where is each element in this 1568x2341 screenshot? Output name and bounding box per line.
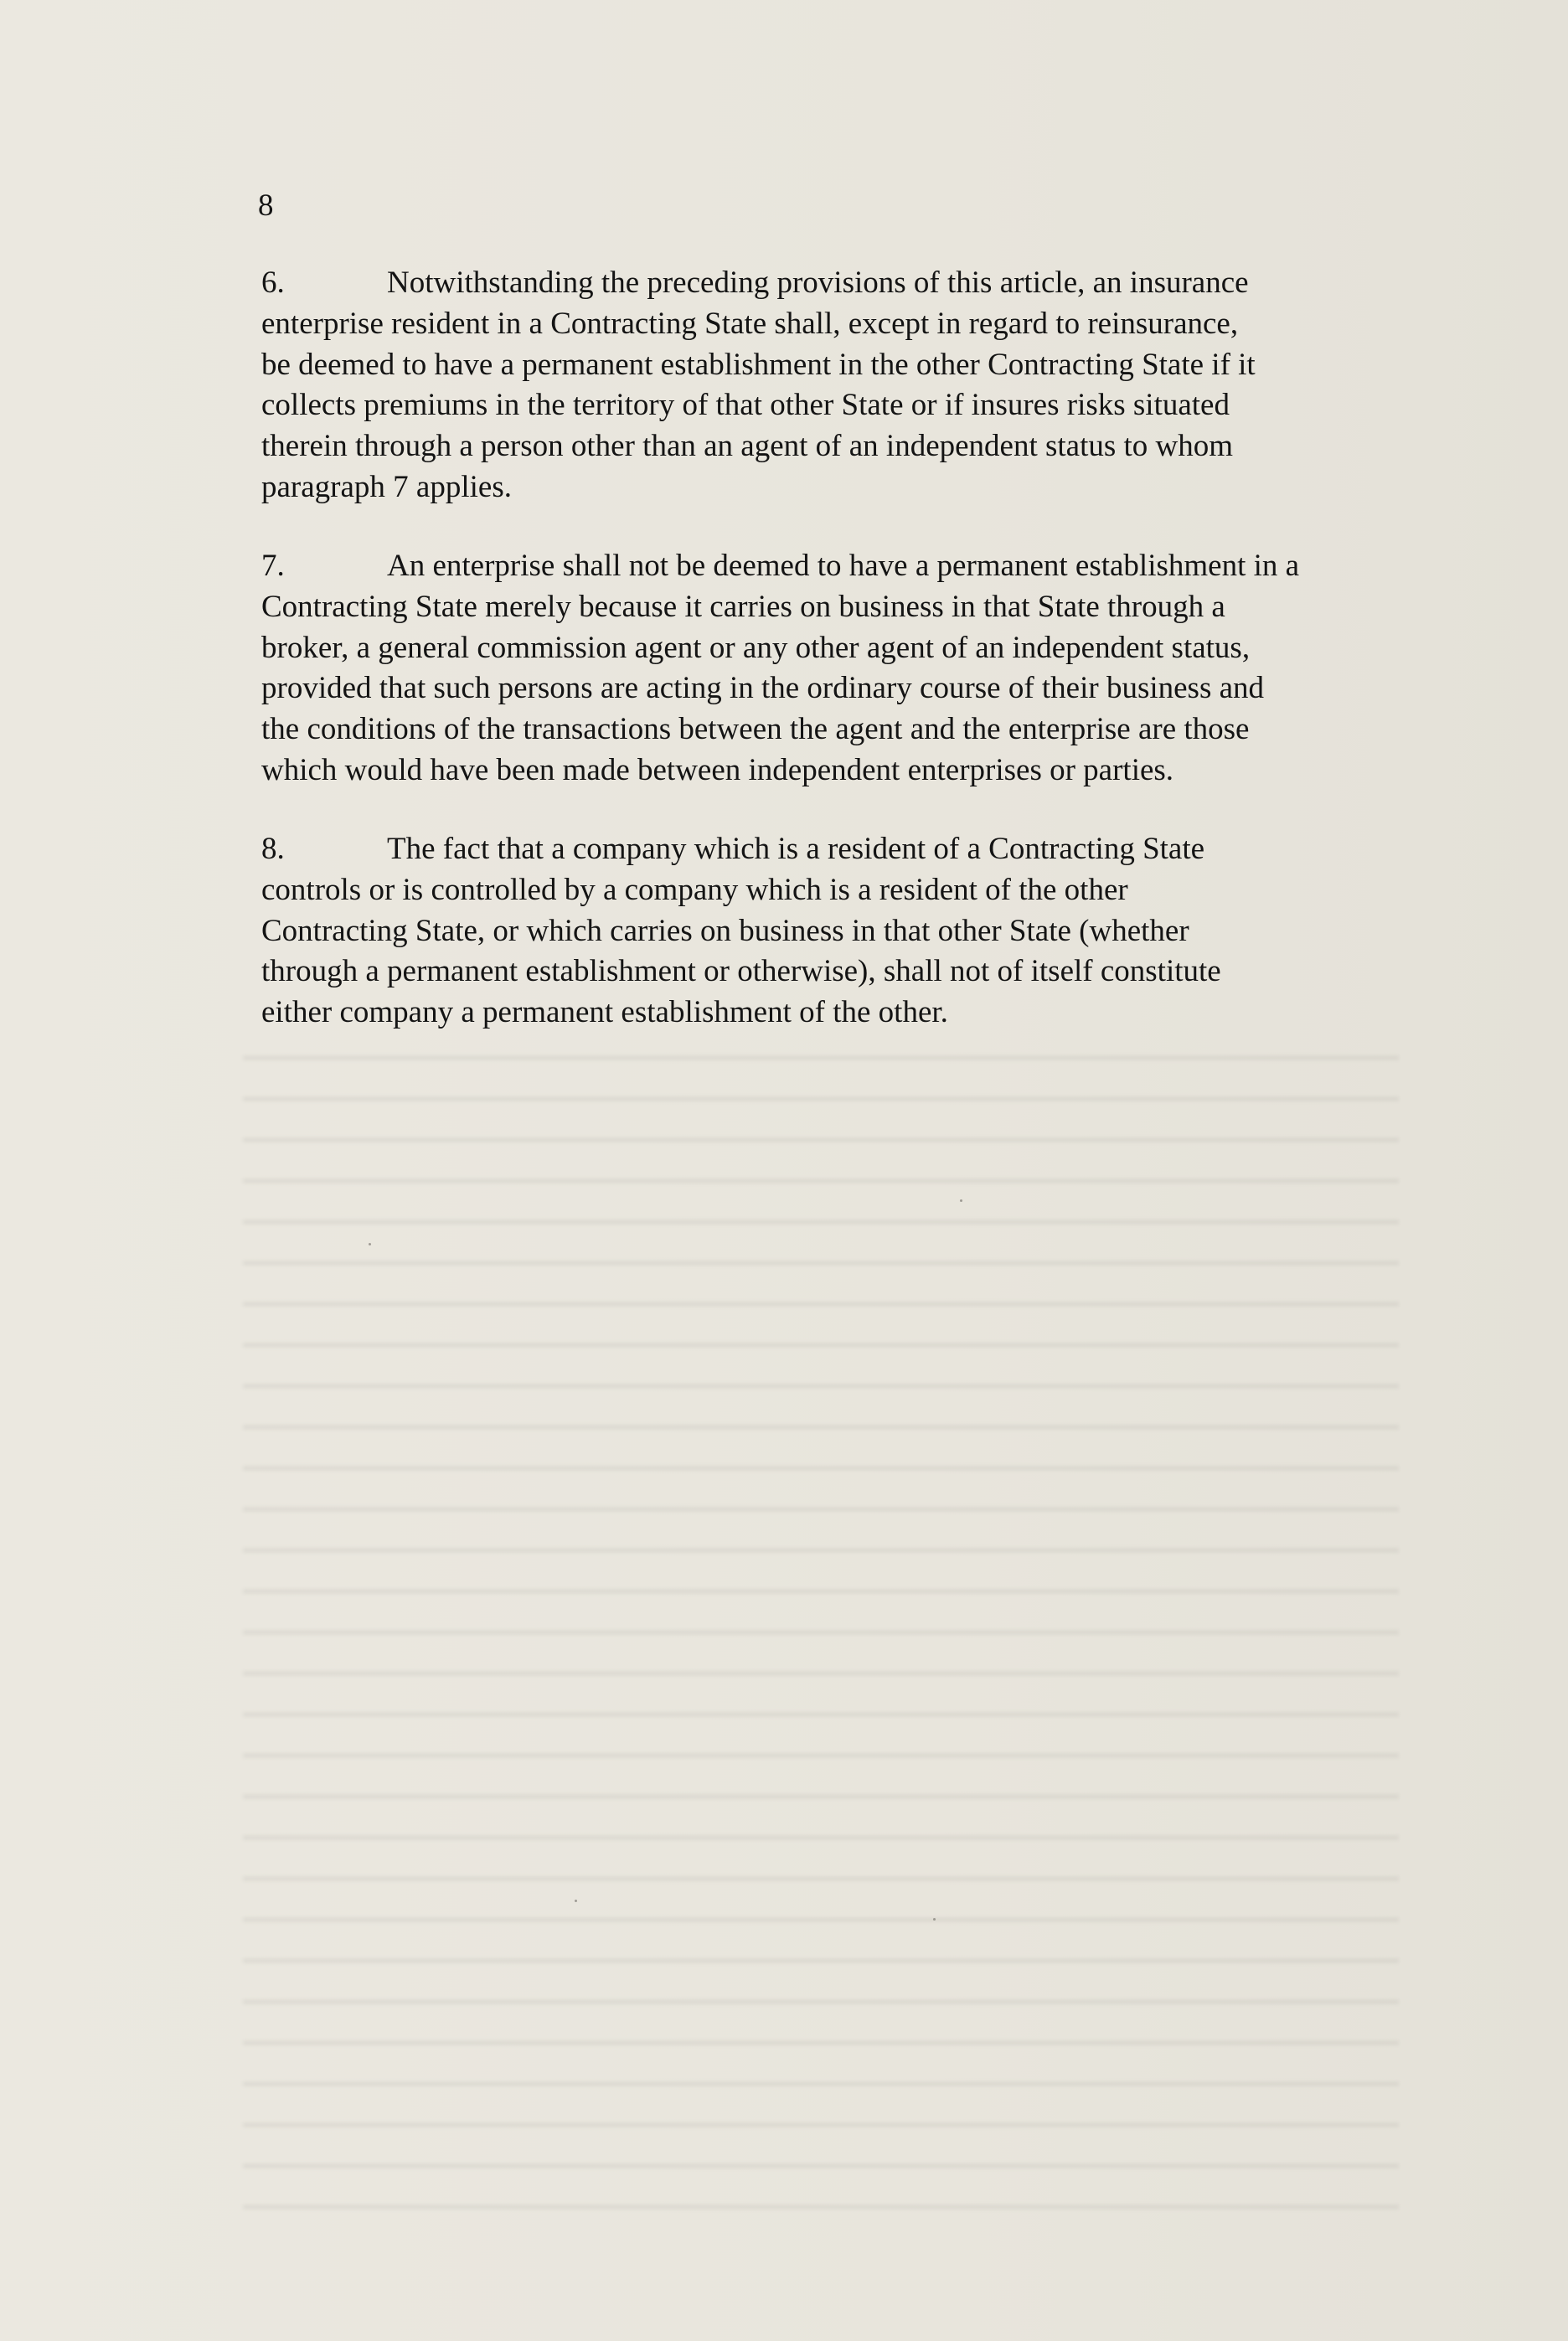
paragraph-line: broker, a general commission agent or any other agent of an independent status, [261, 630, 1251, 665]
scan-speck [960, 1199, 962, 1202]
paragraph-line: provided that such persons are acting in the ordinary course of their business and [261, 671, 1265, 706]
paragraph-line: enterprise resident in a Contracting State shall, except in regard to reinsurance, [261, 306, 1239, 341]
paragraph-number: 8. [261, 832, 285, 866]
paragraph-line: which would have been made between independent enterprises or parties. [261, 752, 1174, 787]
paragraph-line: Contracting State, or which carries on business in that other State (whether [261, 913, 1189, 948]
reverse-side-show-through [243, 1030, 1399, 2220]
scan-speck [933, 1918, 936, 1921]
paragraph-line: through a permanent establishment or otherwise), shall not of itself constitute [261, 954, 1221, 989]
paragraph-line: therein through a person other than an agent of an independent status to whom [261, 429, 1234, 464]
paragraph-number: 6. [261, 266, 285, 300]
paragraph-number: 7. [261, 549, 285, 583]
paragraph-line: 8. The fact that a company which is a resident of a Contracting State [261, 829, 1417, 870]
paragraph-line: 7. An enterprise shall not be deemed to have a permanent establishment in a [261, 546, 1417, 587]
paragraph-line: either company a permanent establishment of the other. [261, 995, 948, 1030]
paragraph-line: be deemed to have a permanent establishment in the other Contracting State if it [261, 347, 1256, 382]
scan-speck [369, 1243, 371, 1245]
paragraph-6 [261, 263, 1417, 508]
paragraph-8 [261, 829, 1417, 1034]
scan-speck [575, 1900, 577, 1902]
page-number: 8 [258, 188, 274, 223]
paragraph-line: paragraph 7 applies. [261, 469, 512, 504]
paragraph-line: controls or is controlled by a company which is a resident of the other [261, 872, 1128, 907]
paragraph-line: collects premiums in the territory of that other State or if insures risks situated [261, 388, 1230, 423]
paragraph-line: 6. Notwithstanding the preceding provisions of this article, an insurance [261, 263, 1417, 304]
paragraph-line: the conditions of the transactions between the agent and the enterprise are those [261, 712, 1250, 747]
paragraph-line: Contracting State merely because it carries on business in that State through a [261, 589, 1225, 624]
paragraph-7 [261, 546, 1417, 792]
